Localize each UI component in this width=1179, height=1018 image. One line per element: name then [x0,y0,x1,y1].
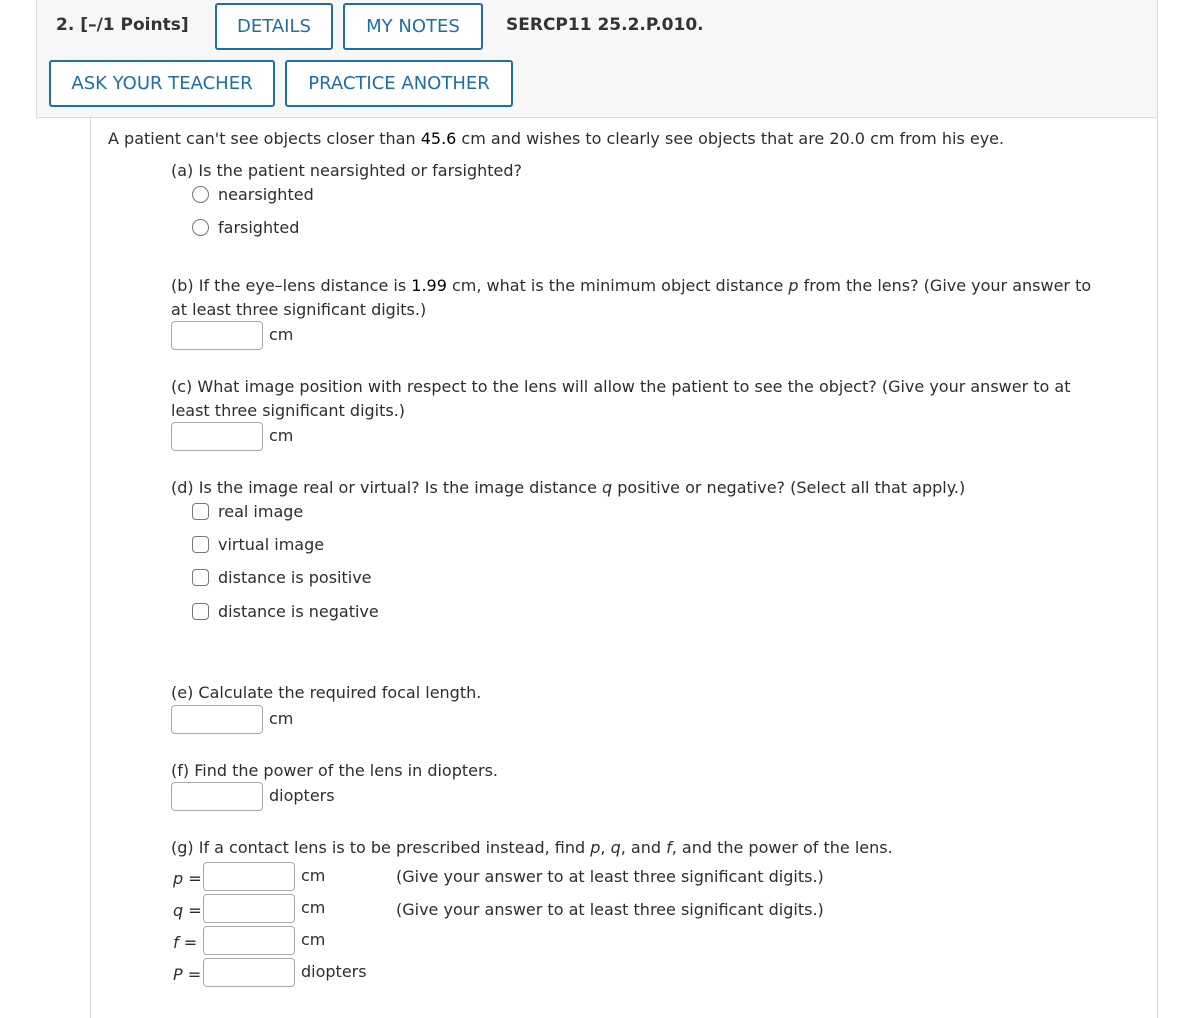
part-b-answer-input[interactable] [171,321,263,350]
contact-q-unit: cm [301,898,326,917]
virtual-image-checkbox[interactable] [192,536,209,553]
farsighted-label: farsighted [218,218,300,237]
contact-power-input[interactable] [203,958,295,987]
part-e-unit: cm [269,709,294,728]
contact-p-hint: (Give your answer to at least three significant digits.) [396,867,824,886]
part-f-unit: diopters [269,786,335,805]
part-e-answer-input[interactable] [171,705,263,734]
problem-statement: A patient can't see objects closer than 45.6 cm and wishes to clearly see objects that are 20.0 cm from his eye. [108,129,1005,148]
part-e-question: (e) Calculate the required focal length. [171,683,482,702]
nearsighted-radio[interactable] [192,186,209,203]
virtual-image-label: virtual image [218,535,325,554]
details-button[interactable]: DETAILS [215,3,333,50]
nearsighted-label: nearsighted [218,185,314,204]
q-row-label: q = [173,901,202,920]
part-f-answer-input[interactable] [171,782,263,811]
part-b-question: (b) If the eye–lens distance is 1.99 cm, what is the minimum object distance p from the lens? (Give your answer to at least three significant digits.) [171,276,1092,319]
part-c-unit: cm [269,426,294,445]
contact-power-unit: diopters [301,962,367,981]
contact-f-unit: cm [301,930,326,949]
part-d-question: (d) Is the image real or virtual? Is the image distance q positive or negative? (Select all that apply.) [171,478,966,497]
real-image-label: real image [218,502,304,521]
part-c-question: (c) What image position with respect to the lens will allow the patient to see the object? (Give your answer to at least three significant digits.) [171,377,1071,420]
problem-code: SERCP11 25.2.P.010. [506,15,704,35]
contact-p-unit: cm [301,866,326,885]
farsighted-radio[interactable] [192,219,209,236]
distance-positive-label: distance is positive [218,568,372,587]
ask-your-teacher-button[interactable]: ASK YOUR TEACHER [49,60,275,107]
points-label: [–/1 Points] [80,15,189,35]
contact-p-input[interactable] [203,862,295,891]
part-c-answer-input[interactable] [171,422,263,451]
my-notes-button[interactable]: MY NOTES [343,3,483,50]
f-row-label: f = [173,933,198,952]
distance-negative-label: distance is negative [218,602,379,621]
real-image-checkbox[interactable] [192,503,209,520]
question-number: 2. [–/1 Points] [56,15,189,35]
distance-negative-checkbox[interactable] [192,603,209,620]
part-g-question: (g) If a contact lens is to be prescribed instead, find p, q, and f, and the power of the lens. [171,838,893,857]
p-row-label: p = [173,869,202,888]
question-header [36,0,1158,118]
contact-q-hint: (Give your answer to at least three significant digits.) [396,900,824,919]
practice-another-button[interactable]: PRACTICE ANOTHER [285,60,513,107]
power-row-label: P = [173,965,202,984]
part-b-unit: cm [269,325,294,344]
distance-positive-checkbox[interactable] [192,569,209,586]
contact-f-input[interactable] [203,926,295,955]
part-a-question: (a) Is the patient nearsighted or farsighted? [171,161,522,180]
part-f-question: (f) Find the power of the lens in diopters. [171,761,498,780]
contact-q-input[interactable] [203,894,295,923]
